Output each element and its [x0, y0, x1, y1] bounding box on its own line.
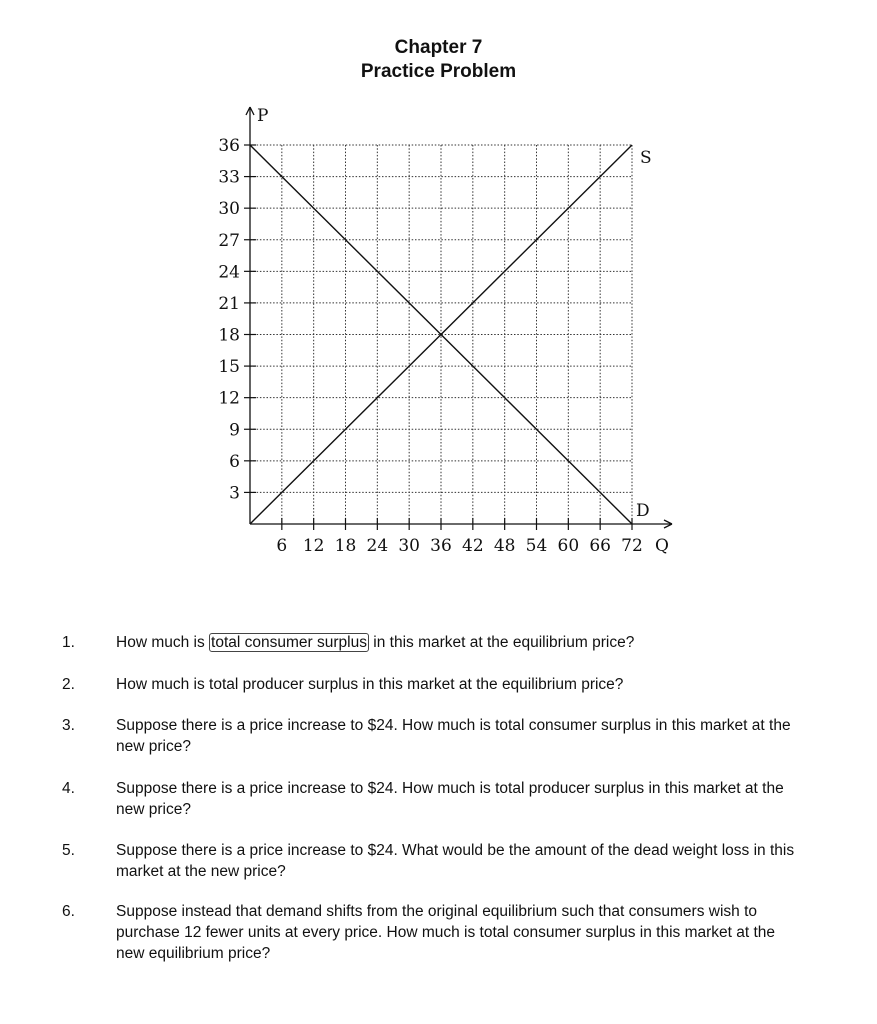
x-tick-label: 48 [493, 536, 516, 556]
question-text [116, 632, 806, 653]
y-tick-label: 9 [229, 420, 240, 441]
question-text: Suppose there is a price increase to $24. How much is total producer surplus in this market at the new price? [116, 780, 784, 818]
y-tick-label: 33 [218, 167, 240, 188]
y-axis-label: P [257, 106, 269, 126]
y-tick-label: 24 [218, 262, 240, 283]
x-tick-label: 18 [334, 536, 357, 556]
y-tick-label: 27 [218, 230, 240, 251]
y-tick-label: 30 [218, 199, 240, 220]
x-tick-label: 12 [302, 536, 325, 556]
question-text: Suppose instead that demand shifts from the original equilibrium such that consumers wish to purchase 12 fewer units at every price. How much is total consumer surplus in this market at the new equilibrium price? [116, 903, 776, 962]
y-tick-label: 36 [218, 136, 240, 156]
supply-demand-chart [200, 95, 690, 570]
x-tick-label: 60 [557, 536, 580, 556]
practice-subtitle: Practice Problem [360, 61, 517, 82]
x-tick-label: 24 [366, 536, 389, 556]
y-tick-label: 15 [218, 357, 240, 378]
page-title [0, 36, 877, 84]
x-tick-label: 42 [462, 536, 484, 556]
question-text: How much is total producer surplus in this market at the equilibrium price? [116, 676, 624, 693]
series-label-d: D [636, 501, 650, 521]
question-number: 3. [62, 717, 75, 734]
y-tick-label: 21 [218, 293, 240, 314]
question-text: Suppose there is a price increase to $24. How much is total consumer surplus in this market at the new price? [116, 717, 791, 755]
x-tick-label: 54 [525, 536, 548, 556]
question-number: 2. [62, 676, 75, 693]
series-label-s: S [640, 148, 652, 168]
x-axis-label: Q [655, 536, 669, 556]
y-tick-label: 12 [218, 388, 240, 409]
y-tick-label: 3 [229, 483, 240, 504]
question-number: 1. [62, 634, 75, 651]
question-number: 5. [62, 842, 75, 859]
y-tick-label: 6 [229, 451, 240, 472]
x-tick-label: 36 [430, 536, 452, 556]
question-number: 4. [62, 780, 75, 797]
question-number: 6. [62, 903, 75, 920]
x-tick-label: 30 [398, 536, 420, 556]
x-tick-label: 72 [621, 536, 643, 556]
x-tick-label: 6 [276, 536, 288, 556]
question-text-part: in this market at the equilibrium price? [368, 634, 635, 651]
question-text-part: How much is [116, 634, 210, 651]
highlighted-term: total consumer surplus [211, 634, 367, 651]
x-tick-label: 66 [589, 536, 611, 556]
question-text: Suppose there is a price increase to $24. What would be the amount of the dead weight loss in this market at the new price? [116, 842, 795, 880]
chapter-title: Chapter 7 [394, 37, 483, 58]
y-tick-label: 18 [218, 325, 240, 346]
